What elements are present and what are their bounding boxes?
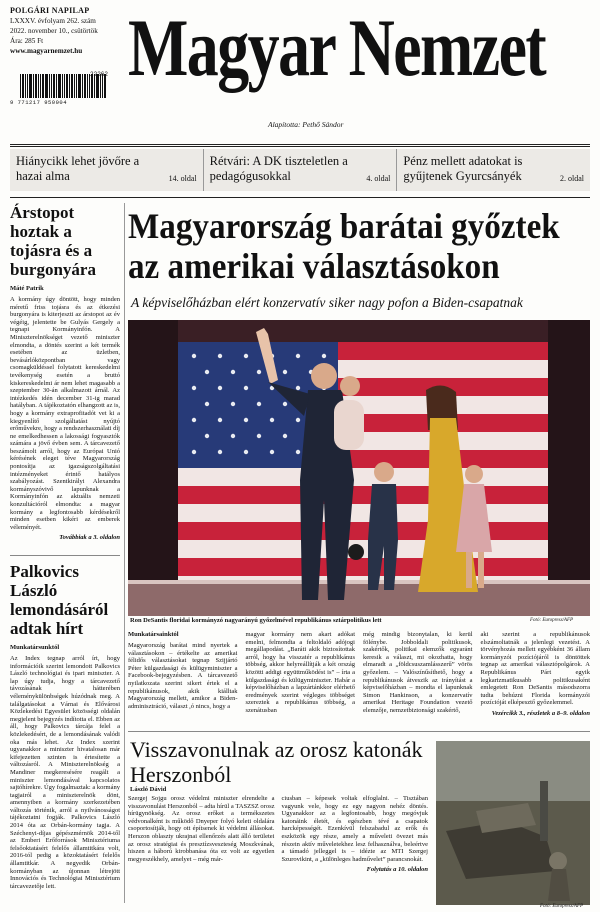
barcode-top-number: 22262 — [90, 71, 109, 78]
article-byline: Munkatársainktól — [128, 631, 179, 638]
divider — [128, 731, 590, 732]
barcode-bar — [35, 74, 37, 98]
divider — [10, 146, 590, 147]
teaser-page: 4. oldal — [366, 174, 391, 183]
barcode-bar — [22, 74, 24, 98]
main-subhead: A képviselőházban elért konzervatív siker nagy pofon a Biden-csapatnak — [131, 295, 523, 310]
issue-date: 2022. november 10., csütörtök — [10, 27, 98, 35]
barcode-bar — [66, 74, 68, 98]
teaser-text: Pénz mellett adatokat is gyűjtenek Gyurcsányék — [403, 154, 523, 183]
barcode-bar — [27, 74, 28, 98]
main-article-body — [128, 631, 590, 717]
divider — [10, 197, 590, 198]
volume: LXXXV. évfolyam 262. szám — [10, 17, 96, 25]
article-text: aki szerint a republikánusok elszámoltatnák a jelenlegi vezetést. A törvényhozás mellett egyébként 36 állam kormányzói pozíciójáról is döntöttek tegnap az amerikai választópolgárok. A Republikánus Párt egyik legkarizmatikusabb politikusaként emlegetett Ron DeSantis másodszorra tudta behúzni Florida kormányzói pozícióját elképesztő győzelemmel. — [480, 631, 590, 707]
teaser-bar — [10, 149, 590, 191]
article-column — [128, 631, 238, 717]
teaser-page: 2. oldal — [560, 174, 585, 183]
barcode-bar — [25, 74, 26, 98]
article-byline: Munkatársunktól — [10, 644, 60, 651]
article-byline: László Dávid — [130, 786, 167, 793]
barcode-bar — [40, 74, 41, 98]
article-column — [246, 631, 356, 717]
bottom-article-body — [128, 795, 428, 873]
main-headline-line: az amerikai választásokon — [128, 246, 500, 286]
article-byline: Máté Patrik — [10, 285, 44, 292]
barcode-bar — [20, 74, 21, 98]
article-column — [128, 795, 275, 873]
barcode-bar — [82, 74, 83, 98]
barcode-bar — [64, 74, 65, 98]
barcode-bar — [45, 74, 48, 98]
continue-link[interactable]: Folytatás a 10. oldalon — [366, 866, 428, 874]
article-headline[interactable]: Visszavonulnak az orosz katonák Herszonból — [130, 737, 423, 787]
article-column — [481, 631, 591, 717]
teaser-text: Hiánycikk lehet jövőre a hazai alma — [16, 154, 140, 183]
continue-link[interactable]: Vezércikk 3., részletek a 8–9. oldalon — [491, 709, 590, 717]
bottom-photo[interactable] — [436, 741, 590, 905]
photo-caption: Ron DeSantis floridai kormányzó nagyarányú győzelmével republikánus sztárpolitikus lett — [130, 617, 382, 624]
website-link[interactable]: www.magyarnemzet.hu — [10, 47, 83, 55]
teaser-page: 14. oldal — [168, 174, 197, 183]
left-article-1 — [10, 203, 120, 541]
price: Ára: 285 Ft — [10, 37, 44, 45]
barcode-bar — [87, 74, 88, 98]
founder-line: Alapította: Pethő Sándor — [268, 120, 344, 129]
divider — [10, 555, 120, 556]
article-headline[interactable]: Palkovics László lemondásáról adtak hírt — [10, 562, 109, 638]
continue-link[interactable]: Továbbiak a 3. oldalon — [59, 534, 120, 542]
barcode-bar — [74, 74, 75, 98]
stage-flag-photo — [128, 320, 590, 616]
article-text: ciusban – képesek voltak elfoglalni. – Tisztában vagyunk vele, hogy ez egy nagyon nehéz döntés. Ugyanakkor az a legfontosabb, hogy megóvjuk katonáink életét, és egészben tévé a csapatok harcképességét. Ezenkívül felszabadul az erők és eszközök egy része, amely a műveleti övezet más részein aktív műveletekhez lesz felhasználva, beleértve a támadó jelleggel is – idézte az MTI Szergej Szurovikint, a „különleges hadművelet” parancsnokát. — [281, 795, 428, 863]
article-text: még mindig bizonytalan, ki kerül fölénybe. Jobboldali politikusok, szakértők, politikai elemzők egyaránt keresik a választ, mi okozhatta, hogy elmaradt a „földcsuszamlásszerű” vörös győzelem. – Valószínűsíthető, hogy a republikánusok átveszik az irányítást a képviselőházban – mondta el lapunknak Simon Hankinson, a konzervatív amerikai Heritage Foundation vezető elemzője, nemzetbiztonsági szakértő, — [363, 631, 473, 714]
barcode-bar — [38, 74, 39, 98]
masthead-meta — [10, 6, 130, 56]
article-body: A kormány úgy döntött, hogy minden méretű friss tojásra és az étkezési burgonyára is kiterjeszti az árstopot az év végéig, jelentette be Gulyás Gergely a tegnapi Kormányinfón. A Miniszterelnökséget vezető miniszter elmondta, a döntés szerint a két termék esetében az üzletben, bevásárlóközpontban vagy csomagküldéssel folytatott kereskedelmi tevékenység esetén a bruttó kiskereskedelmi ár nem lehet magasabb a szeptember 30-án alkalmazott árnál. Az intézkedés idén december 31-ig marad hatályban. A tájékoztatón elhangzott az is, hogy a kormány extraprofitadót vet ki a kiegyenlítő szolgáltatást nyújtó erőművekre, hogy a rendszerhasználati díj ne emelkedhessen a lakossági fogyasztók számára a jövő évben sem. A tárcavezető beszámolt arról, hogy az Európai Unió kérésének eleget téve Magyarország pontosítja az igazságszolgáltatási intézményeket érintő hatályos szabályozást. Szentkirályi Alexandra kormányszóvivő lapunknak a Kormányinfón az aktuális nemzeti konzultációról elmondta: a magyar kormány a legfontosabb kérdésekről minden esetben kikéri az emberek véleményét. — [10, 296, 120, 531]
photo-credit: Fotó: Europress/AFP — [530, 618, 574, 623]
teaser-item[interactable] — [10, 149, 204, 191]
teaser-item[interactable] — [397, 149, 590, 191]
barcode-number: 9 771217 950004 — [10, 99, 68, 106]
divider — [10, 144, 590, 145]
teaser-item[interactable] — [204, 149, 398, 191]
barcode — [10, 71, 120, 106]
barcode-bar — [69, 74, 70, 98]
barcode-bar — [71, 74, 73, 98]
main-photo[interactable] — [128, 320, 590, 616]
teaser-text: Rétvári: A DK tiszteletlen a pedagógusokkal — [209, 154, 348, 183]
article-column — [363, 631, 473, 717]
barcode-bar — [78, 74, 81, 98]
newspaper-title[interactable]: Magyar Nemzet — [128, 2, 546, 93]
barcode-bar — [53, 74, 55, 98]
barcode-bar — [58, 74, 61, 98]
column-separator — [124, 203, 125, 903]
article-column — [282, 795, 429, 873]
main-headline[interactable] — [128, 206, 560, 286]
article-headline[interactable]: Árstopot hoztak a tojásra és a burgonyára — [10, 203, 96, 279]
left-article-2 — [10, 562, 120, 910]
article-text: Magyarország barátai mind nyertek a választásokon – értékelte az amerikai félidős választásokat tegnap Szijjártó Péter külgazdasági és külügyminiszter a Facebook-bejegyzésben. A tárcavezető nyilatkozata szerint sikert értek el a republikánusok, akik kiálltak Magyarország mellett, amikor a Biden-adminisztráció, választ ,ó nincs, hogy a — [128, 642, 238, 710]
destroyed-vehicle-photo — [436, 741, 590, 905]
newspaper-type: POLGÁRI NAPILAP — [10, 6, 90, 15]
barcode-bar — [42, 74, 44, 98]
barcode-bar — [49, 74, 50, 98]
barcode-bar — [51, 74, 52, 98]
photo-credit: Fotó: Europress/AFP — [540, 904, 584, 909]
barcode-bar — [76, 74, 77, 98]
barcode-bar — [84, 74, 86, 98]
barcode-bar — [56, 74, 57, 98]
article-body: Az Index tegnap arról írt, hogy információik szerint lemondott Palkovics László technológiai és ipari miniszter. A lap úgy tudja, hogy a tárcavezető távozásának hátterében véleménykülönbségek húzódnak meg. A találgatásokat a Várnai és Elővárosi Közlekedési Egyesület közösségi oldalán megjelent bejegyzés indította el. Ebben az áll, hogy Palkovics tárcája felel a közlekedésért, de a lemondásának valódi oka más lehet. Az Index szerint ugyanakkor a miniszter hivatalosan már kifejezetten szinten is értesítette a változásról. A Miniszterelnökség a Mandiner megkeresésére reagált a miniszter lemondásával kapcsolatos sajtóhírekre. Úgy fogalmaztak: a kormány tagjairól a miniszterelnök dönt, amennyiben a kormány szerkezetében változás történik, arról a nyilvánosságot tájékoztatni fogják. Palkovics László 2014 óta az Orbán-kormány tagja. A Széchenyi-díjas gépészmérnök 2014-től az Emberi Erőforrások Minisztériuma felsőoktatásért felelős államtitkára volt, 2016-tól pedig a közoktatásért felelős államtitkár. A negyedik Orbán-kormányban az újonnan létrejött Innovációs és Technológiai Minisztérium tárcavezetője lett. — [10, 655, 120, 890]
barcode-bar — [62, 74, 63, 98]
barcode-bar — [29, 74, 32, 98]
article-text: Szergej Sojgu orosz védelmi miniszter elrendelte a visszavonulást Herszonból – adta hírül a TASZSZ orosz hírügynökség. Az orosz erőket a termékszetes védvonalként is működő Dnyeper folyó keleti oldalára csoportosítják, hogy ott építsenek ki védelmi állásokat. Herszon oblaszty ukrajnai ellenőrzés alatt álló területei az orosz stratégiai és presztízsveszteség Moszkvának, hiszen a háború kirobbanása óta ez volt az egyetlen megyeszékhely, amelyet – még már- — [128, 795, 275, 863]
article-text: magyar kormány nem akart adókat emelni, felmondta a feltoldaló adójogi megállapodást. „Baráti akik biztosítottak arról, hogy ha visszatér a republikánus többség, akkor helyreállítják a két ország közötti addigi együttműködést is” – írta a külgazdasági és külügyminiszter. Habár a képviselőházban a lapzártánkkor elérhető eredmények szerint végleges többséget szereztek a republikánus többség, a szenátusban — [245, 631, 355, 714]
main-headline-line: Magyarország barátai győztek — [128, 206, 560, 246]
barcode-bar — [33, 74, 34, 98]
